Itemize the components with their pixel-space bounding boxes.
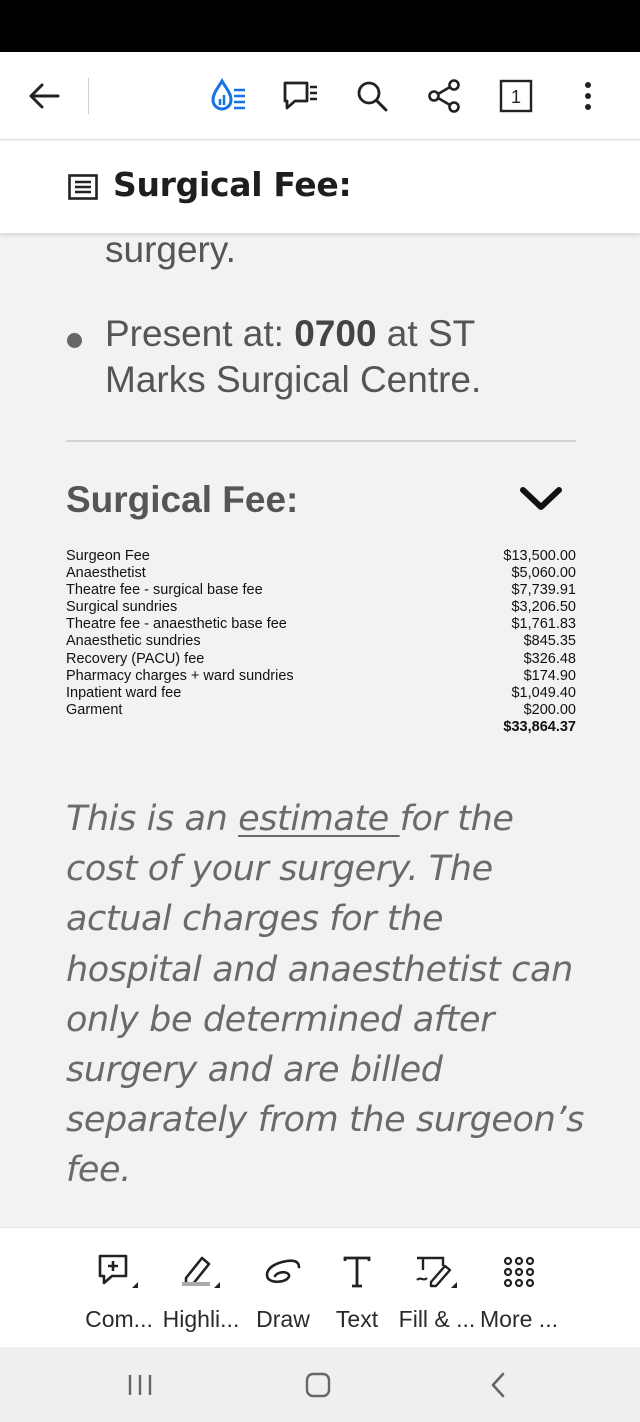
fee-amount: $326.48 [523, 650, 576, 667]
fee-label: Surgeon Fee [66, 548, 150, 564]
fee-amount: $845.35 [523, 633, 576, 650]
fee-label: Recovery (PACU) fee [66, 650, 205, 667]
disclaimer-text-start: This is an [66, 799, 239, 839]
fee-row [66, 633, 576, 650]
bullet-suffix: at ST Marks Surgical Centre. [105, 313, 482, 400]
fee-label: Pharmacy charges + ward sundries [66, 667, 294, 684]
fee-total-row [66, 719, 576, 736]
fill-sign-icon [392, 1250, 482, 1294]
bullet-prefix: Present at: [105, 313, 295, 354]
fee-amount: $174.90 [523, 667, 576, 684]
search-icon[interactable] [352, 76, 392, 116]
fee-amount: $7,739.91 [511, 582, 576, 599]
text-tool-label: Text [335, 1306, 379, 1332]
back-arrow-icon[interactable] [24, 76, 64, 116]
fee-row [66, 685, 576, 702]
recent-apps-icon[interactable] [120, 1369, 160, 1401]
fee-amount: $200.00 [523, 701, 576, 718]
highlighter-icon [156, 1250, 246, 1294]
chevron-down-icon[interactable] [518, 485, 564, 518]
fee-amount: $5,060.00 [511, 565, 576, 582]
comment-tool-label: Com... [85, 1306, 153, 1332]
share-icon[interactable] [424, 76, 464, 116]
fee-table [66, 548, 576, 736]
arrival-time: 0700 [294, 313, 377, 354]
fee-label: Anaesthetic sundries [66, 633, 201, 650]
disclaimer-text-end: for the cost of your surgery. The actual charges for the hospital and anaesthetist can only be determined after surgery and are billed separately from the surgeon’s fee. [66, 799, 584, 1191]
fee-total-amount: $33,864.37 [503, 718, 576, 735]
fee-row [66, 702, 576, 719]
fee-section-title: Surgical Fee: [66, 479, 299, 520]
previous-paragraph-text: surgery. [105, 233, 236, 270]
liquid-mode-icon[interactable] [208, 76, 248, 116]
fee-amount: $1,049.40 [511, 684, 576, 701]
section-header[interactable] [0, 141, 640, 233]
more-vertical-icon[interactable] [568, 76, 608, 116]
comment-tool-button[interactable] [74, 1250, 164, 1340]
comment-add-icon [74, 1250, 164, 1294]
fee-row [66, 548, 576, 565]
fee-label: Surgical sundries [66, 599, 178, 616]
page-number: 1 [510, 87, 522, 107]
fee-amount: $13,500.00 [503, 548, 576, 564]
section-header-title: Surgical Fee: [113, 165, 352, 204]
back-icon[interactable] [478, 1369, 518, 1401]
status-bar [0, 0, 640, 52]
fee-label: Inpatient ward fee [66, 684, 182, 701]
fee-amount: $3,206.50 [511, 599, 576, 616]
section-divider [66, 440, 576, 442]
fee-amount: $1,761.83 [511, 616, 576, 633]
page-number-icon[interactable] [496, 76, 536, 116]
fee-row [66, 599, 576, 616]
text-icon [312, 1250, 402, 1294]
comments-icon[interactable] [280, 76, 320, 116]
more-tools-button[interactable] [474, 1250, 564, 1340]
fill-sign-tool-label: Fill & ... [398, 1306, 476, 1332]
fee-row [66, 582, 576, 599]
more-tools-label: More ... [480, 1306, 558, 1332]
highlight-tool-label: Highli... [162, 1306, 240, 1332]
bullet-point [67, 333, 82, 348]
system-nav-bar [0, 1347, 640, 1422]
arrival-instructions [105, 311, 545, 403]
home-icon[interactable] [298, 1369, 338, 1401]
bottom-toolbar [0, 1227, 640, 1347]
fee-row [66, 651, 576, 668]
highlight-tool-button[interactable] [156, 1250, 246, 1340]
toolbar-divider [88, 78, 89, 114]
outline-list-icon [68, 174, 98, 205]
more-grid-icon [474, 1250, 564, 1294]
fee-label: Theatre fee - surgical base fee [66, 582, 263, 599]
fee-row [66, 565, 576, 582]
draw-tool-label: Draw [256, 1306, 310, 1332]
fee-label: Theatre fee - anaesthetic base fee [66, 616, 287, 633]
estimate-disclaimer [66, 794, 586, 1196]
document-content[interactable] [0, 233, 640, 1227]
top-toolbar [0, 52, 640, 140]
fee-label: Garment [66, 701, 123, 718]
fee-label: Anaesthetist [66, 565, 146, 582]
disclaimer-underlined-word: estimate [238, 799, 400, 839]
fee-row [66, 668, 576, 685]
fill-sign-tool-button[interactable] [392, 1250, 482, 1340]
text-tool-button[interactable] [312, 1250, 402, 1340]
fee-row [66, 616, 576, 633]
